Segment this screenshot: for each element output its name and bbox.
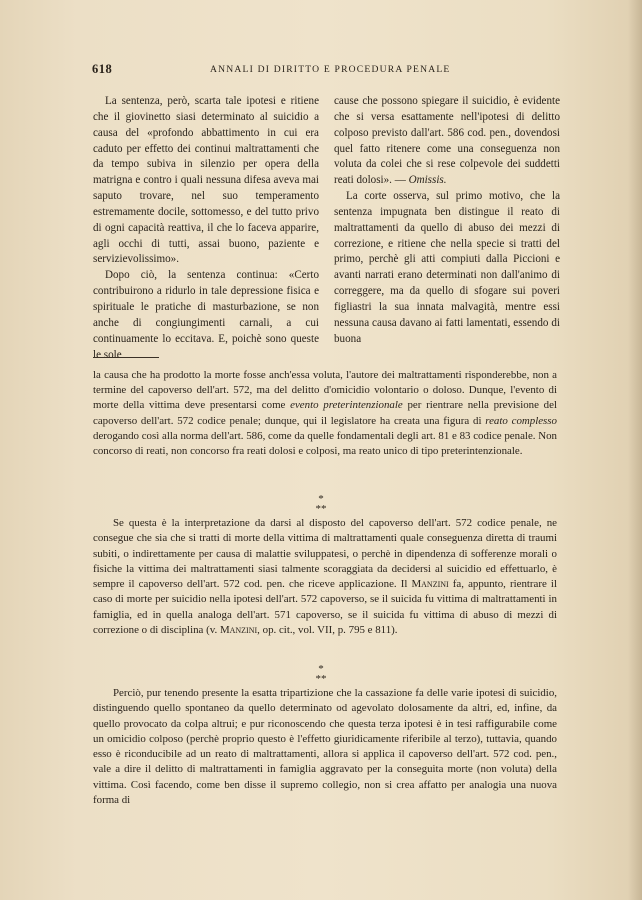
footnote-text-1: la causa che ha prodotto la morte fosse anch'essa voluta, l'autore dei maltrattamenti risponderebbe, non a termine del capoverso dell'art. 572, ma del delitto d'omicidio volontario o doloso. Dunque, l'evento di morte della vittima deve presentarsi come <box>93 369 557 412</box>
footnote-text-3: derogando così alla norma dell'art. 586, come da quelle fondamentali degli art. 81 e 83 codice penale. Non concorso di reati, non concorso fra reati dolosi e colposi, ma reato unico di tipo preterintenzionale. <box>93 429 557 458</box>
asterism-bottom: ** <box>315 503 327 515</box>
omissis: Omissis. <box>408 174 447 187</box>
section-1-text-2: fa, appunto, rientrare il caso di morte per suicidio nella ipotesi dell'art. 572 capoverso, se il suicida fu vittima di maltrattamenti in famiglia, ed in quella analoga dell'art. 571 capoverso, se il suicida fu vittima di abuso di mezzi di correzione o di disciplina (v. <box>93 578 557 636</box>
page-number: 618 <box>92 62 113 76</box>
section-separator-2 <box>0 664 642 684</box>
section-1 <box>93 516 557 638</box>
footnote-italic-2: reato complesso <box>485 414 557 427</box>
right-paragraph-1 <box>334 94 560 189</box>
right-column <box>334 94 560 348</box>
section-1-text-3: , op. cit., vol. VII, p. 795 e 811). <box>257 623 398 636</box>
footnote-rule <box>93 357 159 358</box>
page-header <box>92 62 554 78</box>
section-separator-1 <box>0 494 642 514</box>
section-1-paragraph <box>93 516 557 638</box>
author-name-1: Manzini <box>411 578 449 590</box>
section-2-paragraph: Perciò, pur tenendo presente la esatta tripartizione che la cassazione fa delle varie ipotesi di suicidio, distinguendo quello spontaneo da quello determinato od agevolato dolosamente da altri, ed, infine, da quello provocato da colpa altrui; e pur riconoscendo che questa terza ipotesi è in tesi raffigurabile come un omicidio colposo (perchè proprio questo è l'effetto giuridicamente riferibile al terzo), tuttavia, quando esso è riconducibile ad un reato di maltrattamenti, allora si applica il capoverso dell'art. 572 cod. pen., vale a dire il delitto di maltrattamenti in famiglia aggravato per la conseguita morte (non voluta) della vittima. Così facendo, come ben disse il supremo collegio, non si crea affatto per analogia una nuova forma di <box>93 687 557 806</box>
asterism-bottom: ** <box>315 673 327 685</box>
footnote-text-2: per rientrare nella previsione del capoverso dell'art. 572 codice penale; dunque, qui il legislatore ha creata una figura di <box>93 399 557 427</box>
section-1-text-1: Se questa è la interpretazione da darsi al disposto del capoverso dell'art. 572 codice penale, ne consegue che sia che si tratti di morte della vittima di maltrattamenti quale conseguenza diretta di traumi subiti, o indirettamente per causa di malattie sviluppatesi, o perchè in dipendenza di sofferenze morali o fisiche la vittima dei maltrattamenti siasi talmente scoraggiata da decidersi al suicidio ed effettuarlo, è sempre il capoverso dell'art. 572 cod. pen. che riceve applicazione. Il <box>93 517 557 590</box>
author-name-2: Manzini <box>219 623 258 636</box>
right-paragraph-1-text: cause che possono spiegare il suicidio, è evidente che si versa esattamente nell'ipotesi di delitto colposo previsto dall'art. 586 cod. pen., dovendosi quel fatto ritenere come una conseguenza non voluta da colei che si rese colpevole dei suddetti reati dolosi». — <box>334 95 560 187</box>
asterism-top: * <box>318 663 324 675</box>
left-column <box>93 94 319 363</box>
running-head: ANNALI DI DIRITTO E PROCEDURA PENALE <box>210 64 451 75</box>
footnote-italic-1: evento preterintenzionale <box>290 399 403 412</box>
footnote <box>93 368 557 459</box>
section-2 <box>93 686 557 808</box>
asterism-top: * <box>318 493 324 505</box>
page-edge-shadow <box>628 0 642 900</box>
left-paragraph-1: La sentenza, però, scarta tale ipotesi e ritiene che il giovinetto siasi determinato al suicidio a causa del «profondo abbattimento in cui era caduto per effetto dei continui maltrattamenti che da tempo subiva in silenzio per opera della matrigna e contro i quali nessuna difesa aveva mai saputo trovare, nel suo temperamento estremamente docile, sottomesso, e del tutto privo di ogni capacità reattiva, il che lo faceva apparire, agli occhi di tutti, assai buono, paziente e servizievolissimo». <box>93 95 319 266</box>
right-paragraph-2: La corte osserva, sul primo motivo, che la sentenza impugnata ben distingue il reato di maltrattamenti da quello di abuso dei mezzi di correzione, e ritiene che nella specie si tratti del primo, perchè gli atti compiuti dalla Piccioni e avanti narrati erano determinati non dall'animo di correggere, ma da quello di sfogare sui poveri figliastri la sua innata malvagità, mentre essi nessuna causa davano ai fatti lamentati, essendo di buona <box>334 190 560 345</box>
left-paragraph-2: Dopo ciò, la sentenza continua: «Certo contribuirono a ridurlo in tale depressione fisica e spirituale le pratiche di masturbazione, se non anche di congiungimenti carnali, a cui continuamente lo eccitava. E, poichè sono queste le sole <box>93 269 319 361</box>
footnote-paragraph <box>93 368 557 459</box>
